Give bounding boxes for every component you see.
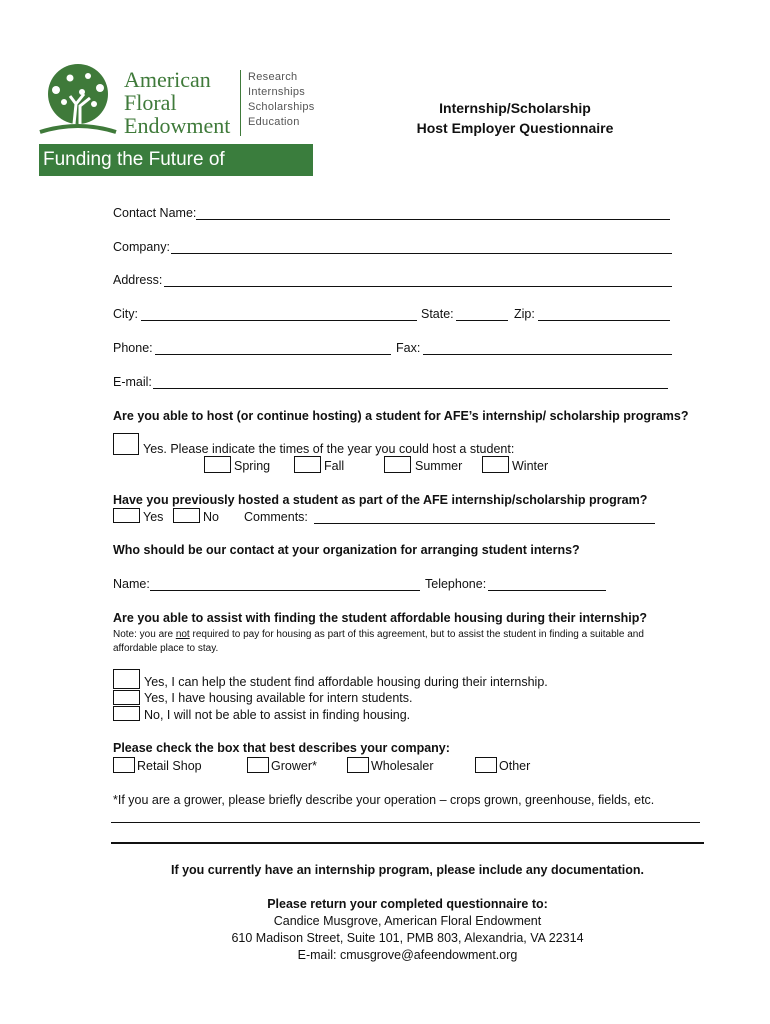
q3-name-label: Name: [113, 577, 150, 591]
season-winter-checkbox[interactable] [482, 456, 509, 473]
logo-program-scholarships: Scholarships [248, 101, 315, 113]
q2-comments-label: Comments: [244, 510, 308, 524]
logo-divider [240, 70, 241, 136]
season-spring-label: Spring [234, 459, 271, 473]
grower-description-field[interactable] [111, 822, 700, 823]
city-label: City: [113, 307, 138, 321]
housing-option-3-label: No, I will not be able to assist in finding housing. [144, 708, 411, 722]
housing-option-1-checkbox[interactable] [113, 669, 140, 689]
address-label: Address: [113, 273, 163, 287]
state-label: State: [421, 307, 454, 321]
logo-name-line3: Endowment [124, 113, 231, 138]
logo-name-line1: American [124, 67, 211, 92]
q3-name-field[interactable] [150, 590, 420, 591]
season-summer-label: Summer [415, 459, 463, 473]
company-type-retail-checkbox[interactable] [113, 757, 135, 773]
housing-option-1-label: Yes, I can help the student find affordable housing during their internship. [144, 675, 548, 689]
q2-yes-checkbox[interactable] [113, 508, 140, 523]
q5-question: Please check the box that best describes your company: [113, 741, 450, 755]
return-name: Candice Musgrove, American Floral Endowment [273, 914, 542, 928]
grower-note: *If you are a grower, please briefly describe your operation – crops grown, greenhouse, fields, etc. [113, 793, 655, 807]
phone-label: Phone: [113, 341, 153, 355]
logo-tagline-banner [39, 144, 313, 202]
email-field[interactable] [153, 388, 668, 389]
logo-program-education: Education [248, 116, 300, 128]
q4-note-prefix: Note: you are [113, 629, 176, 640]
q1-yes-text: Yes. Please indicate the times of the year you could host a student: [143, 442, 515, 456]
afe-logo [36, 64, 316, 202]
company-type-other-label: Other [499, 759, 531, 773]
fax-label: Fax: [396, 341, 421, 355]
company-type-grower-label: Grower* [271, 759, 317, 773]
season-winter-label: Winter [512, 459, 549, 473]
return-address: 610 Madison Street, Suite 101, PMB 803, Alexandria, VA 22314 [231, 931, 584, 945]
tree-icon [36, 64, 120, 136]
q1-question: Are you able to host (or continue hosting) a student for AFE’s internship/ scholarship programs? [113, 409, 689, 423]
zip-field[interactable] [538, 320, 670, 321]
q3-telephone-field[interactable] [488, 590, 606, 591]
company-field[interactable] [171, 253, 672, 254]
q4-note-rest: required to pay for housing as part of this agreement, but to assist the student in finding a suitable and [189, 629, 644, 640]
contact-name-field[interactable] [196, 219, 670, 220]
q3-question: Who should be our contact at your organization for arranging student interns? [113, 543, 580, 557]
housing-option-2-checkbox[interactable] [113, 690, 140, 705]
return-heading: Please return your completed questionnaire to: [267, 897, 548, 911]
q4-note [113, 628, 673, 656]
season-summer-checkbox[interactable] [384, 456, 411, 473]
housing-option-3-checkbox[interactable] [113, 706, 140, 721]
season-spring-checkbox[interactable] [204, 456, 231, 473]
q3-telephone-label: Telephone: [425, 577, 487, 591]
form-title-line2: Host Employer Questionnaire [416, 120, 614, 136]
q4-question: Are you able to assist with finding the student affordable housing during their internship? [113, 611, 648, 625]
q4-note-not: not [175, 629, 190, 640]
phone-field[interactable] [155, 354, 391, 355]
logo-program-research: Research [248, 71, 298, 83]
q2-question: Have you previously hosted a student as part of the AFE internship/scholarship program? [113, 493, 648, 507]
q2-yes-label: Yes [143, 510, 164, 524]
email-label: E-mail: [113, 375, 152, 389]
return-email: E-mail: cmusgrove@afeendowment.org [297, 948, 518, 962]
fax-field[interactable] [423, 354, 672, 355]
company-type-grower-checkbox[interactable] [247, 757, 269, 773]
q2-no-checkbox[interactable] [173, 508, 200, 523]
season-fall-label: Fall [324, 459, 345, 473]
company-type-wholesaler-label: Wholesaler [371, 759, 434, 773]
company-label: Company: [113, 240, 170, 254]
housing-option-2-label: Yes, I have housing available for intern students. [144, 691, 413, 705]
state-field[interactable] [456, 320, 508, 321]
q2-no-label: No [203, 510, 219, 524]
q2-comments-field[interactable] [314, 523, 655, 524]
company-type-other-checkbox[interactable] [475, 757, 497, 773]
company-type-retail-label: Retail Shop [137, 759, 202, 773]
form-title-line1: Internship/Scholarship [439, 100, 591, 116]
zip-label: Zip: [514, 307, 535, 321]
contact-name-label: Contact Name: [113, 206, 197, 220]
documentation-note: If you currently have an internship program, please include any documentation. [170, 863, 645, 877]
logo-name-line2: Floral [124, 90, 177, 115]
address-field[interactable] [164, 286, 672, 287]
city-field[interactable] [141, 320, 417, 321]
season-fall-checkbox[interactable] [294, 456, 321, 473]
logo-program-internships: Internships [248, 86, 306, 98]
company-type-wholesaler-checkbox[interactable] [347, 757, 369, 773]
section-divider [111, 842, 704, 844]
logo-tagline: Funding the Future of Floriculture [43, 149, 225, 202]
q1-yes-checkbox[interactable] [113, 433, 139, 455]
q4-note-line2: affordable place to stay. [113, 643, 219, 654]
